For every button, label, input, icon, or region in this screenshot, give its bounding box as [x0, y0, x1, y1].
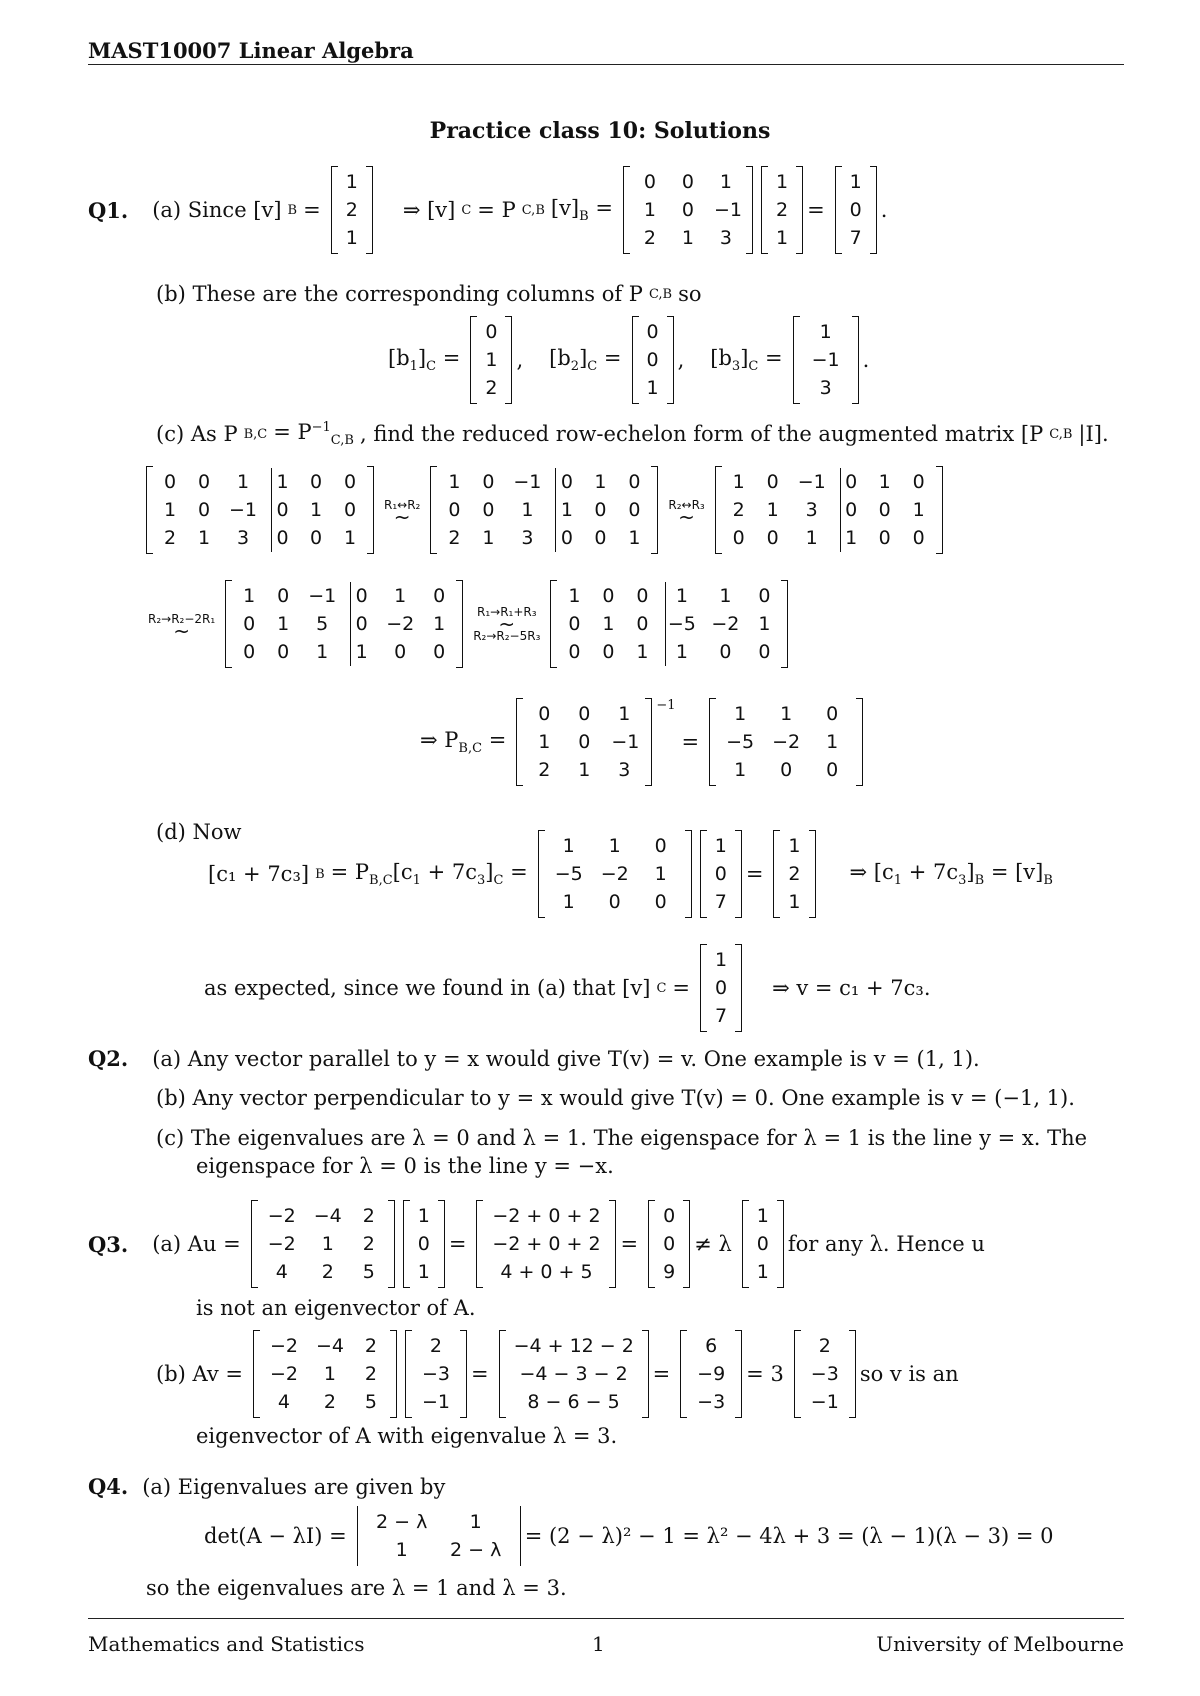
vec-v-B: 1 2 1	[331, 166, 373, 254]
q3b-cont: eigenvector of A with eigenvalue λ = 3.	[196, 1424, 618, 1448]
rref-row2: R₂→R₂−2R₁ ~ 1 0 −1 0 1 0 0 1 5 0 −2 1 0 0 1 1 0 0 R₁→R₁+R₃ ~ R₂→R₂−5R₃ 1 0 0 1 1 0 0 1 0 −5 −2 1 0 0 1 1 0 0	[142, 580, 792, 668]
q3a-cont: is not an eigenvector of A.	[196, 1296, 476, 1320]
rref-row1: 0 0 1 1 0 0 1 0 −1 0 1 0 2 1 3 0 0 1 R₁↔R₂ ~ 1 0 −1 0 1 0 0 0 1 1 0 0 2 1 3 0 0 1 R₂↔R₃ ~ 1 0 −1 0 1 0 2 1 3 0 0 1 0 0 1 1 0 0	[142, 466, 947, 554]
q1d-expected: as expected, since we found in (a) that [v] C = 1 0 7 ⇒ v = c₁ + 7c₃.	[204, 944, 937, 1032]
footer-right: University of Melbourne	[876, 1632, 1124, 1656]
q2a-line: Q2. (a) Any vector parallel to y = x would give T(v) = v. One example is v = (1, 1).	[88, 1046, 980, 1071]
q1c-line: (c) As P B,C = $P^{-1}_{C,B}$ , find the reduced row-echelon form of the augmented matrix [P C,B |I].	[156, 420, 1109, 449]
q1d-label: (d) Now	[156, 820, 242, 844]
q4-conclusion: so the eigenvalues are λ = 1 and λ = 3.	[146, 1576, 567, 1600]
q4-det: det(A − λI) = 2 − λ 1 1 2 − λ = (2 − λ)² − 1 = λ² − 4λ + 3 = (λ − 1)(λ − 3) = 0	[204, 1506, 1060, 1566]
footer-left: Mathematics and Statistics	[88, 1632, 365, 1656]
page-number: 1	[592, 1632, 605, 1656]
matrix-P-BC: 1 1 0 −5 −2 1 1 0 0	[709, 698, 863, 786]
pbc-result: ⇒ $P_{B,C}$ = 0 0 1 1 0 −1 2 1 3 $^{-1}$ = 1 1 0 −5 −2 1 1 0 0	[420, 698, 867, 786]
q3a-line: Q3. (a) Au = −2 −4 2 −2 1 2 4 2 5 1 0 1 = −2 + 0 + 2 −2 + 0 + 2 4 + 0 + 5 = 0 0 9 ≠ λ 1 0 1 for any λ. Hence u	[88, 1200, 991, 1288]
q1a-line: Q1. (a) Since [v] B = 1 2 1 ⇒ [v] C = P C,B $[v]_B$ = 0 0 1 1 0 −1 2 1 3 1 2 1 = 1 0 7 .	[88, 166, 893, 254]
q1b-line: (b) These are the corresponding columns of P C,B so	[156, 282, 702, 306]
matrix-P-CB: 0 0 1 1 0 −1 2 1 3	[623, 166, 753, 254]
q1a-text: (a) Since [v]	[152, 198, 282, 222]
header-rule	[88, 64, 1124, 65]
q2c-line1: (c) The eigenvalues are λ = 0 and λ = 1. The eigenspace for λ = 1 is the line y = x. The	[156, 1126, 1088, 1150]
page-title: Practice class 10: Solutions	[429, 118, 771, 144]
q2c-line2: eigenspace for λ = 0 is the line y = −x.	[196, 1154, 614, 1178]
q1-label: Q1.	[88, 197, 129, 223]
q1b-vectors: $[b_1]_C$ = 0 1 2 , $[b_2]_C$ = 0 0 1 , $[b_3]_C$ = 1 −1 3 .	[388, 316, 875, 404]
q3b-line: (b) Av = −2 −4 2 −2 1 2 4 2 5 2 −3 −1 = −4 + 12 − 2 −4 − 3 − 2 8 − 6 − 5 = 6 −9 −3 = 3 2 −3 −1 so v is an	[156, 1330, 965, 1418]
course-header: MAST10007 Linear Algebra	[88, 38, 414, 63]
vec-v-C: 1 0 7	[835, 166, 877, 254]
q1d-line: [c₁ + 7c₃] B = $P_{B,C}[c_1 + 7c_3]_C$ = 1 1 0 −5 −2 1 1 0 0 1 0 7 = 1 2 1 ⇒ $[c_1 + 7c_3]_B = [v]_B$	[208, 830, 1059, 918]
footer-rule	[88, 1618, 1124, 1619]
q4a-line: Q4. (a) Eigenvalues are given by	[88, 1474, 446, 1499]
q2b-line: (b) Any vector perpendicular to y = x would give T(v) = 0. One example is v = (−1, 1).	[156, 1086, 1075, 1110]
